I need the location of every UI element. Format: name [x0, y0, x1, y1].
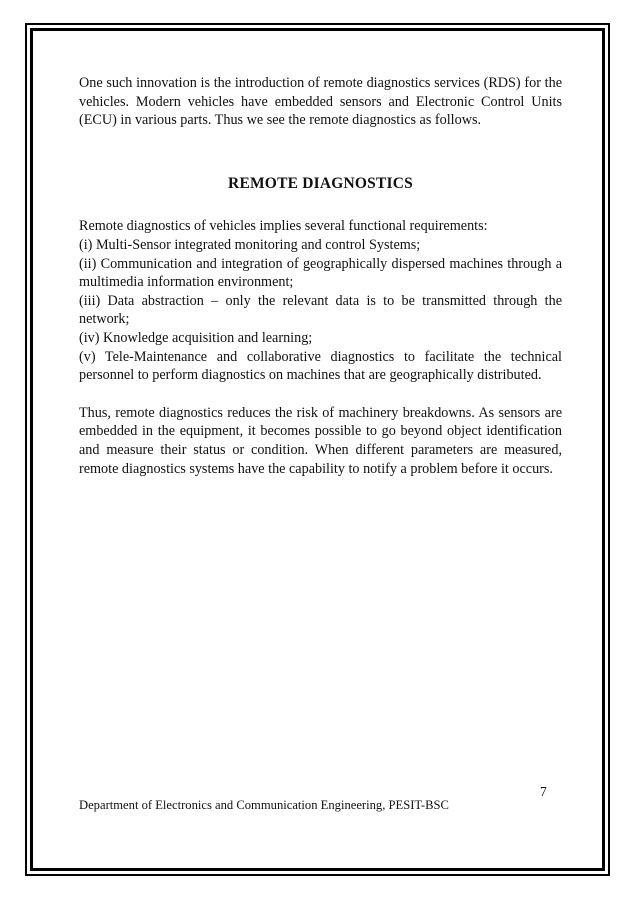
requirements-list: [79, 236, 562, 385]
requirement-item: (v) Tele-Maintenance and collaborative diagnostics to facilitate the technical personnel to perform diagnostics on machines that are geographically distributed.: [79, 348, 562, 384]
requirement-item: (ii) Communication and integration of geographically dispersed machines through a multimedia information environment;: [79, 255, 562, 291]
requirement-item: (iv) Knowledge acquisition and learning;: [79, 329, 313, 346]
conclusion-paragraph: Thus, remote diagnostics reduces the risk of machinery breakdowns. As sensors are embedded in the equipment, it becomes possible to go beyond object identification and measure their status or condition. When different parameters are measured, remote diagnostics systems have the capability to notify a problem before it occurs.: [79, 404, 562, 477]
page-content: [79, 74, 562, 478]
intro-paragraph: One such innovation is the introduction of remote diagnostics services (RDS) for the vehicles. Modern vehicles have embedded sensors and Electronic Control Units (ECU) in various parts. Thus we see the remote diagnostics as follows.: [79, 75, 562, 129]
page-number: 7: [540, 784, 547, 799]
page-footer: Department of Electronics and Communication Engineering, PESIT-BSC: [79, 798, 449, 812]
requirements-intro: Remote diagnostics of vehicles implies several functional requirements:: [79, 218, 488, 235]
section-heading: REMOTE DIAGNOSTICS: [228, 174, 413, 192]
requirement-item: (iii) Data abstraction – only the relevant data is to be transmitted through the network;: [79, 292, 562, 328]
requirement-item: (i) Multi-Sensor integrated monitoring and control Systems;: [79, 236, 421, 253]
